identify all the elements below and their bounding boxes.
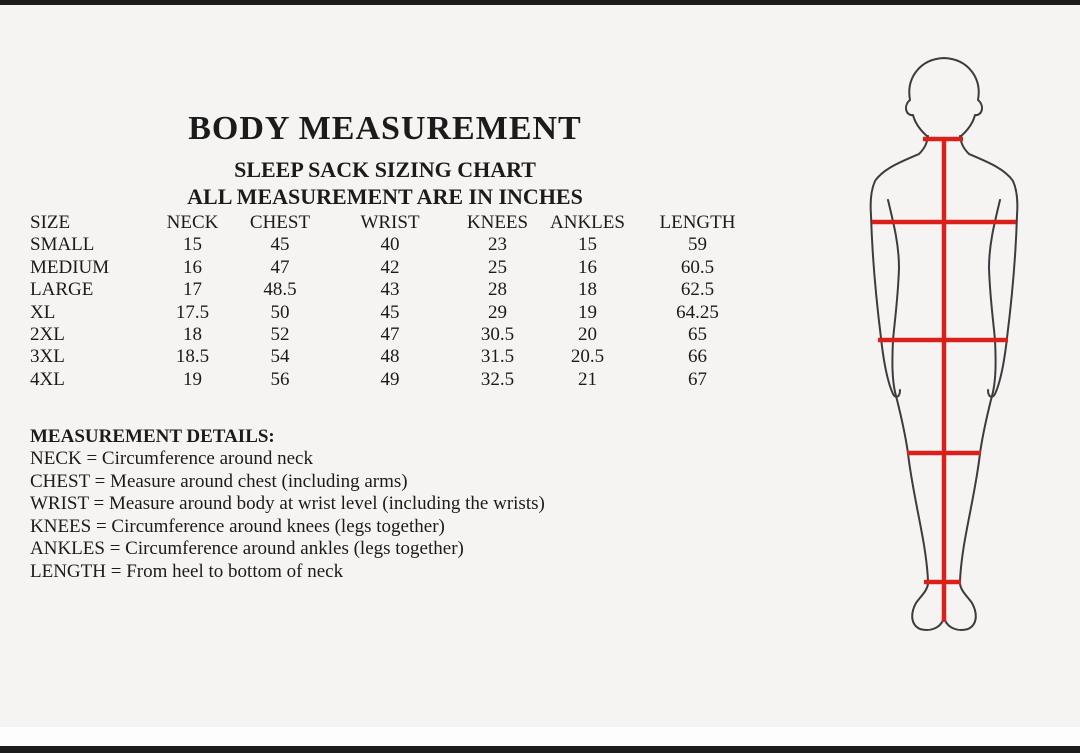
- measurement-value: 45: [380, 301, 400, 323]
- measurement-value: 65: [688, 324, 707, 346]
- measurement-value: 15: [578, 234, 597, 256]
- measurement-value: 52: [270, 324, 290, 346]
- size-label: MEDIUM: [30, 256, 110, 278]
- size-label: LARGE: [30, 279, 94, 301]
- body-outline-left-leg: [895, 392, 944, 630]
- measurement-details-block: [30, 425, 650, 583]
- measurement-value: 20.5: [570, 346, 605, 368]
- measurement-value: 19: [578, 301, 597, 323]
- size-label: 4XL: [30, 368, 65, 390]
- measurement-value: 18.5: [175, 346, 210, 368]
- measurement-detail-line: LENGTH = From heel to bottom of neck: [30, 560, 344, 582]
- page-subtitle: SLEEP SACK SIZING CHART: [234, 157, 536, 182]
- size-label: 2XL: [30, 324, 65, 346]
- measurement-value: 49: [380, 368, 400, 390]
- measurement-value: 48.5: [263, 279, 297, 301]
- measurement-value: 18: [578, 279, 597, 301]
- measurement-value: 47: [270, 256, 290, 278]
- measurement-value: 29: [488, 301, 507, 323]
- body-outline-right-torso: [989, 200, 1000, 392]
- measurement-detail-line: NECK = Circumference around neck: [30, 448, 313, 469]
- measurement-value: 28: [488, 279, 507, 301]
- measurement-value: 43: [380, 279, 400, 301]
- measurement-value: 60.5: [680, 256, 715, 278]
- measurement-value: 59: [688, 234, 707, 256]
- measurement-value: 56: [270, 368, 290, 390]
- body-outline-left-torso: [888, 200, 899, 392]
- column-header-wrist: WRIST: [360, 212, 420, 233]
- body-diagram: [850, 40, 1080, 640]
- measurement-value: 45: [270, 234, 290, 256]
- top-border-bar: [0, 0, 1080, 5]
- measurement-value: 48: [380, 346, 400, 368]
- measurement-value: 64.25: [676, 301, 719, 323]
- measurement-value: 16: [183, 256, 202, 278]
- column-header-ankles: ANKLES: [550, 212, 625, 233]
- column-header-chest: CHEST: [249, 212, 311, 233]
- measurement-value: 54: [270, 346, 290, 368]
- measurement-value: 23: [488, 234, 507, 256]
- column-header-length: LENGTH: [659, 212, 736, 233]
- column-header-knees: KNEES: [466, 212, 529, 233]
- page-title: BODY MEASUREMENT: [188, 110, 582, 147]
- measurement-value: 31.5: [480, 346, 515, 368]
- body-outline-right-leg: [944, 392, 993, 630]
- measurement-value: 15: [183, 234, 202, 256]
- measurement-value: 42: [380, 256, 400, 278]
- measurement-value: 25: [488, 256, 507, 278]
- measurement-value: 66: [688, 346, 707, 368]
- measurement-value: 50: [270, 301, 290, 323]
- measurement-value: 47: [380, 324, 400, 346]
- measurement-details-list: [30, 448, 650, 583]
- column-header-neck: NECK: [166, 212, 219, 233]
- measurement-detail-line: KNEES = Circumference around knees (legs together): [30, 515, 445, 537]
- size-label: 3XL: [30, 346, 65, 368]
- bottom-border-bar: [0, 746, 1080, 753]
- measurement-value: 62.5: [680, 279, 715, 301]
- measurement-value: 30.5: [480, 324, 515, 346]
- units-note: ALL MEASUREMENT ARE IN INCHES: [187, 184, 583, 209]
- measurement-value: 16: [578, 256, 597, 278]
- measurement-value: 17: [183, 279, 202, 301]
- measurement-value: 40: [380, 234, 400, 256]
- measurement-detail-line: WRIST = Measure around body at wrist level (including the wrists): [30, 493, 545, 514]
- size-table: [30, 212, 765, 391]
- measurement-detail-line: CHEST = Measure around chest (including arms): [30, 470, 408, 492]
- measurement-value: 21: [578, 368, 597, 390]
- measurement-value: 17.5: [175, 301, 210, 323]
- title-block: [25, 110, 745, 210]
- body-outline-head: [906, 58, 982, 137]
- measurement-value: 32.5: [480, 368, 515, 390]
- measurement-value: 19: [183, 368, 202, 390]
- measurement-detail-line: ANKLES = Circumference around ankles (legs together): [30, 538, 464, 559]
- measurement-value: 20: [578, 324, 597, 346]
- bottom-white-strip: [0, 727, 1080, 746]
- size-label: XL: [30, 301, 56, 323]
- measurement-value: 18: [183, 324, 202, 346]
- measurement-value: 67: [688, 368, 707, 390]
- column-header-size: SIZE: [30, 212, 71, 233]
- size-label: SMALL: [30, 234, 95, 256]
- measurement-details-heading: MEASUREMENT DETAILS:: [30, 426, 275, 447]
